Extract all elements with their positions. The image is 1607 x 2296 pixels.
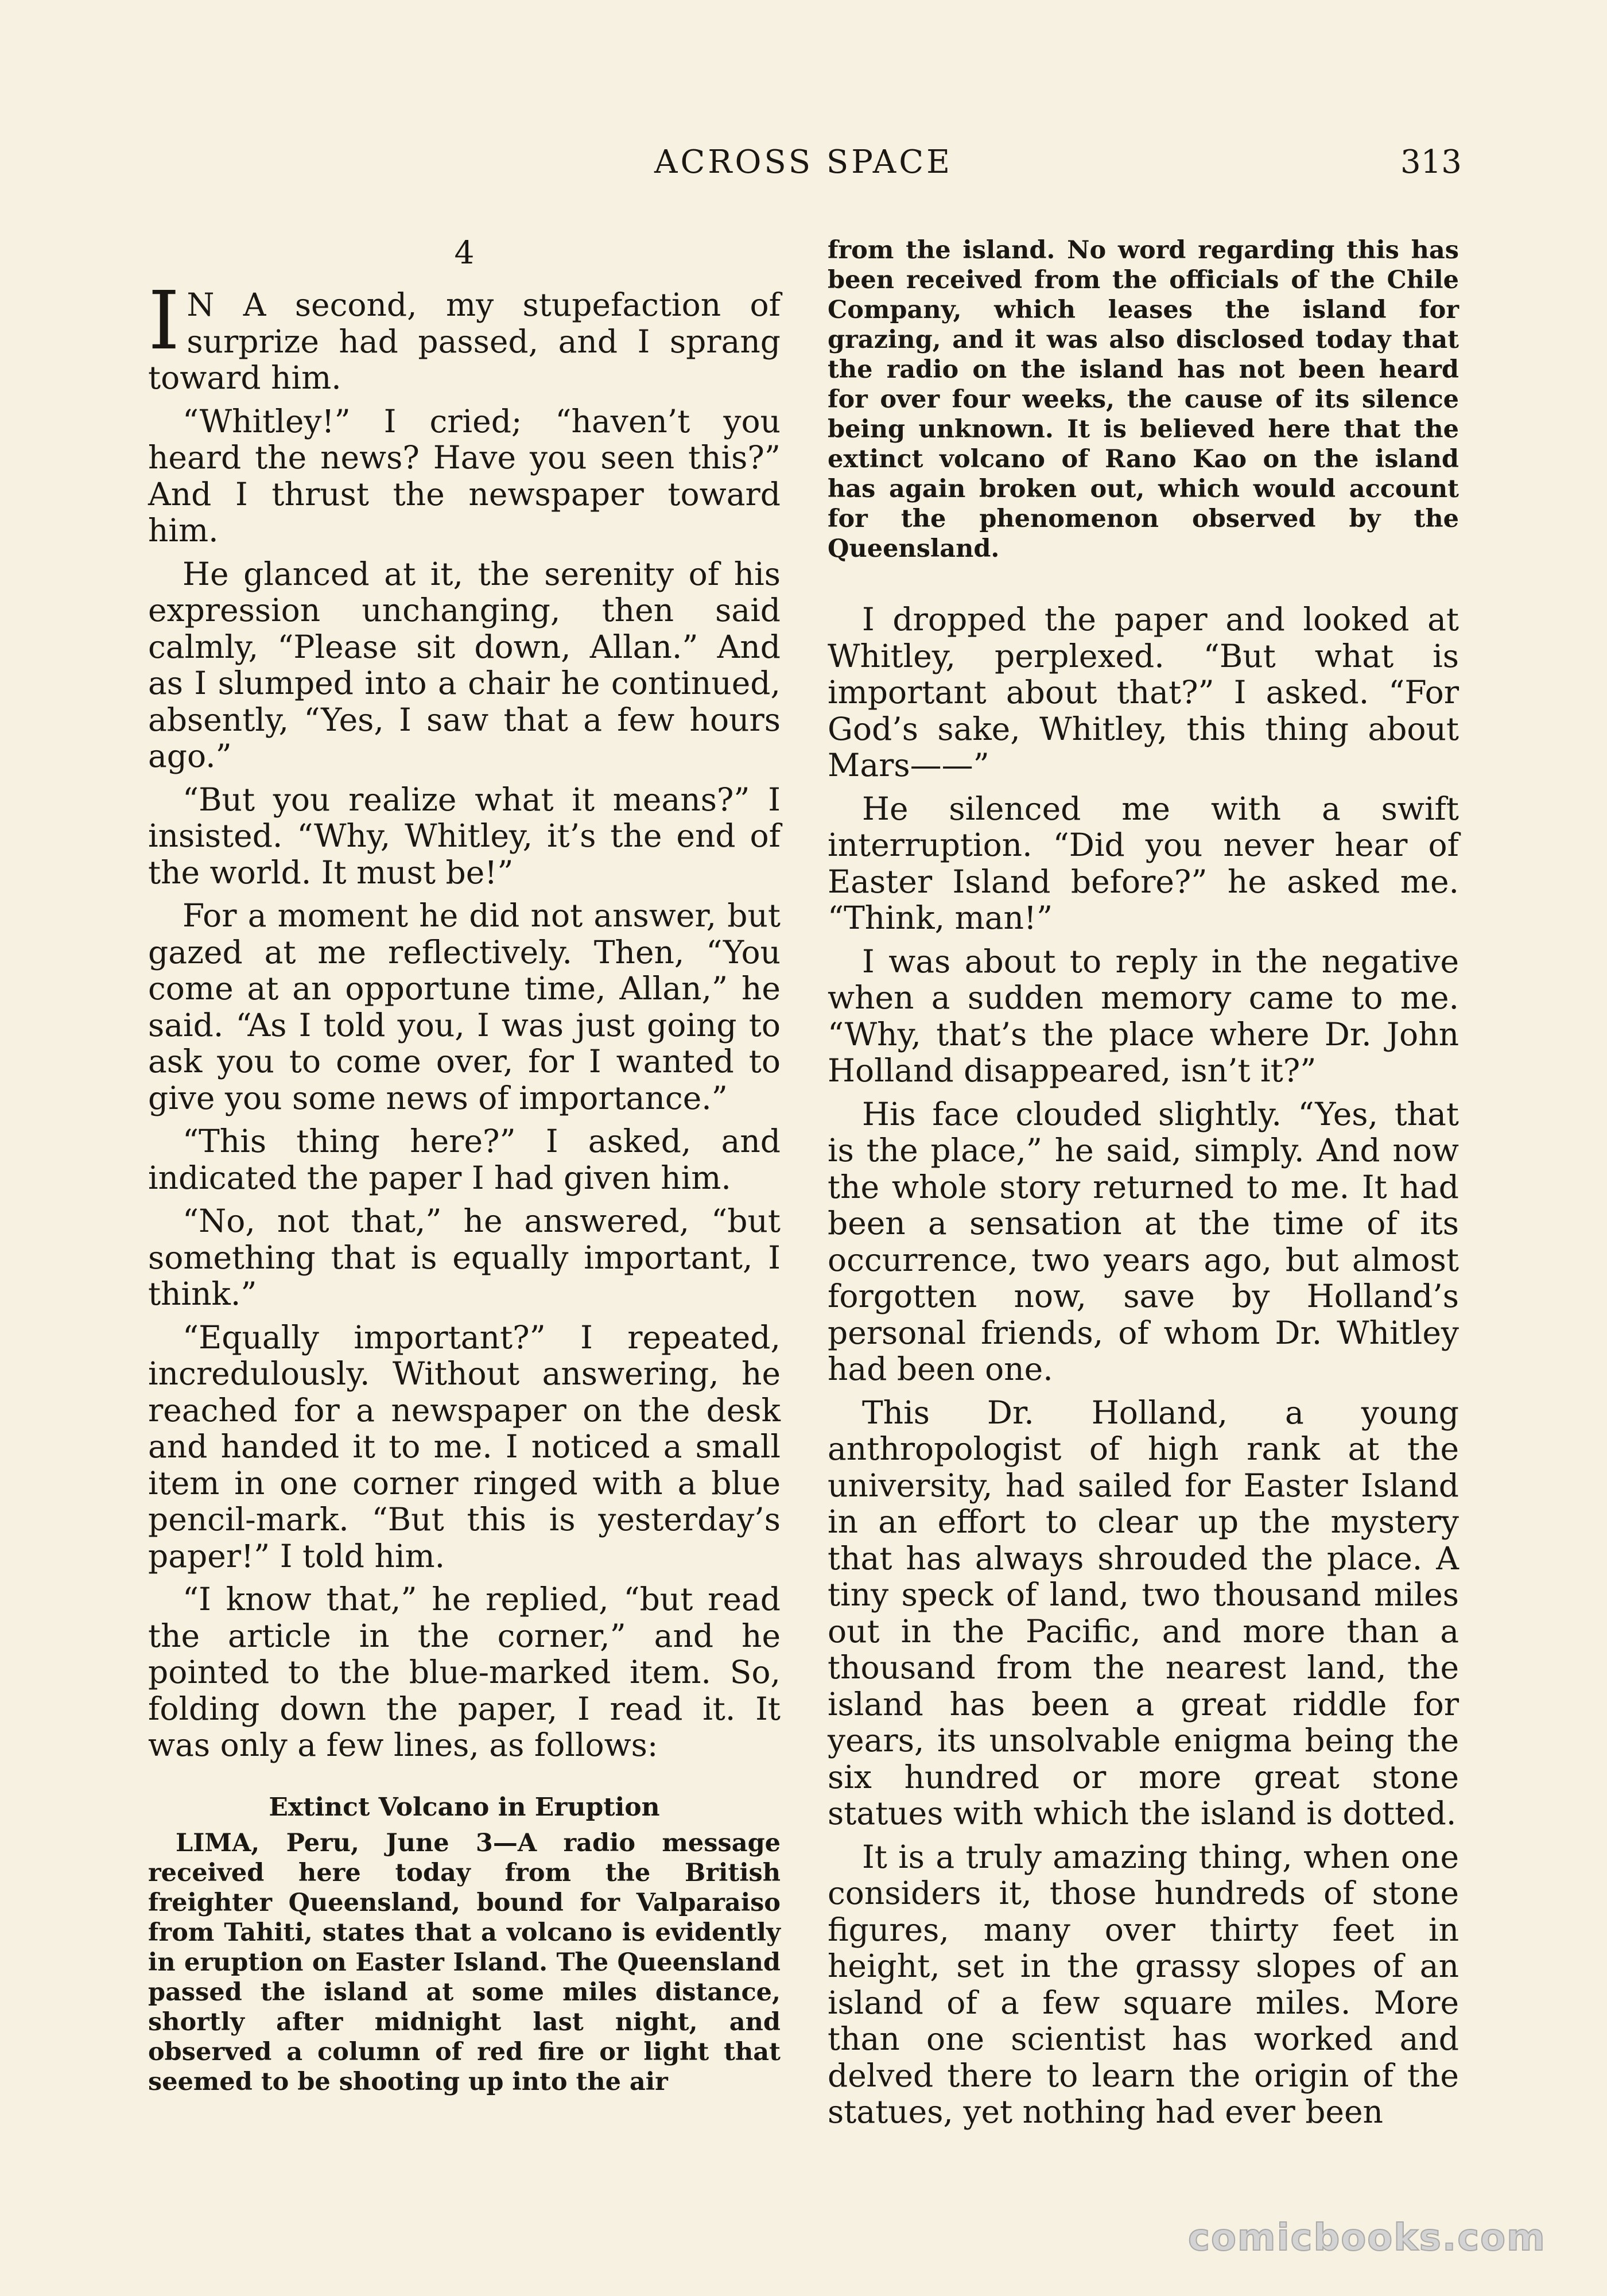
clipping-headline: Extinct Volcano in Eruption bbox=[269, 1792, 660, 1822]
paragraph: I dropped the paper and looked at Whitley, perplexed. “But what is important about that?” I asked. “For God’s sake, Whitley, this thing about Mars——” bbox=[828, 601, 1459, 784]
paragraph: I was about to reply in the negative when a sudden memory came to me. “Why, that’s the place where Dr. John Holland disappeared, isn’t it?” bbox=[828, 943, 1459, 1089]
paragraph: For a moment he did not answer, but gazed at me reflectively. Then, “You come at an opportune time, Allan,” he said. “As I told you, I was just going to ask you to come over, for I wanted to give you some news of importance.” bbox=[148, 897, 781, 1116]
paragraph: “No, not that,” he answered, “but something that is equally important, I think.” bbox=[148, 1203, 781, 1312]
left-column bbox=[148, 235, 781, 2097]
paragraph: His face clouded slightly. “Yes, that is the place,” he said, simply. And now the whole story returned to me. It had been a sensation at the time of its occurrence, two years ago, but almost forgotten now, save by Holland’s personal friends, of whom Dr. Whitley had been one. bbox=[828, 1095, 1459, 1387]
paragraph: He glanced at it, the serenity of his expression unchanging, then said calmly, “Please sit down, Allan.” And as I slumped into a chair he continued, absently, “Yes, I saw that a few hours ago.” bbox=[148, 555, 781, 774]
running-head bbox=[0, 144, 1607, 184]
paragraph: He silenced me with a swift interruption. “Did you never hear of Easter Island before?” he asked me. “Think, man!” bbox=[828, 790, 1459, 936]
paragraph: It is a truly amazing thing, when one considers it, those hundreds of stone figures, many over thirty feet in height, set in the grassy slopes of an island of a few square miles. More than one scientist has worked and delved there to learn the origin of the statues, yet nothing had ever been bbox=[828, 1838, 1459, 2130]
paragraph: “I know that,” he replied, “but read the article in the corner,” and he pointed to the blue-marked item. So, folding down the paper, I read it. It was only a few lines, as follows: bbox=[148, 1581, 781, 1763]
paragraph: “But you realize what it means?” I insisted. “Why, Whitley, it’s the end of the world. It must be!” bbox=[148, 781, 781, 891]
right-column bbox=[828, 235, 1459, 2131]
watermark: comicbooks.com bbox=[1188, 2217, 1546, 2259]
page-number: 313 bbox=[1400, 144, 1462, 181]
clipping-text-continued: from the island. No word regarding this has been received from the officials of the Chile Company, which leases the island for grazing, and it was also disclosed today that the radio on the island has not been heard for over four weeks, the cause of its silence being unknown. It is believed here that the extinct volcano of Rano Kao on the island has again broken out, which would account for the phenomenon observed by the Queensland. bbox=[828, 236, 1459, 563]
paragraph: “Whitley!” I cried; “haven’t you heard the news? Have you seen this?” And I thrust the newspaper toward him. bbox=[148, 402, 781, 549]
paragraph: “This thing here?” I asked, and indicated the paper I had given him. bbox=[148, 1123, 781, 1196]
news-clipping-continued bbox=[828, 235, 1459, 564]
news-clipping bbox=[148, 1793, 781, 2097]
paragraph: This Dr. Holland, a young anthropologist of high rank at the university, had sailed for Easter Island in an effort to clear up the mystery that has always shrouded the place. A tiny speck of land, two thousand miles out in the Pacific, and more than a thousand from the nearest land, the island has been a great riddle for years, its unsolvable enigma being the six hundred or more great stone statues with which the island is dotted. bbox=[828, 1394, 1459, 1832]
section-number: 4 bbox=[454, 234, 475, 271]
opening-paragraph bbox=[148, 274, 781, 397]
paragraph: “Equally important?” I repeated, incredulously. Without answering, he reached for a newspaper on the desk and handed it to me. I noticed a small item in one corner ringed with a blue pencil-mark. “But this is yesterday’s paper!” I told him. bbox=[148, 1318, 781, 1574]
paragraph-text: N A second, my stupefaction of surprize had passed, and I sprang toward him. bbox=[148, 286, 781, 396]
drop-cap: I bbox=[148, 274, 180, 368]
clipping-text: LIMA, Peru, June 3—A radio message received here today from the British freighter Queensland, bound for Valparaiso from Tahiti, states that a volcano is evidently in eruption on Easter Island. The Queensland passed the island at some miles distance, shortly after midnight last night, and observed a column of red fire or light that seemed to be shooting up into the air bbox=[148, 1828, 781, 2096]
running-title: ACROSS SPACE bbox=[654, 144, 953, 181]
